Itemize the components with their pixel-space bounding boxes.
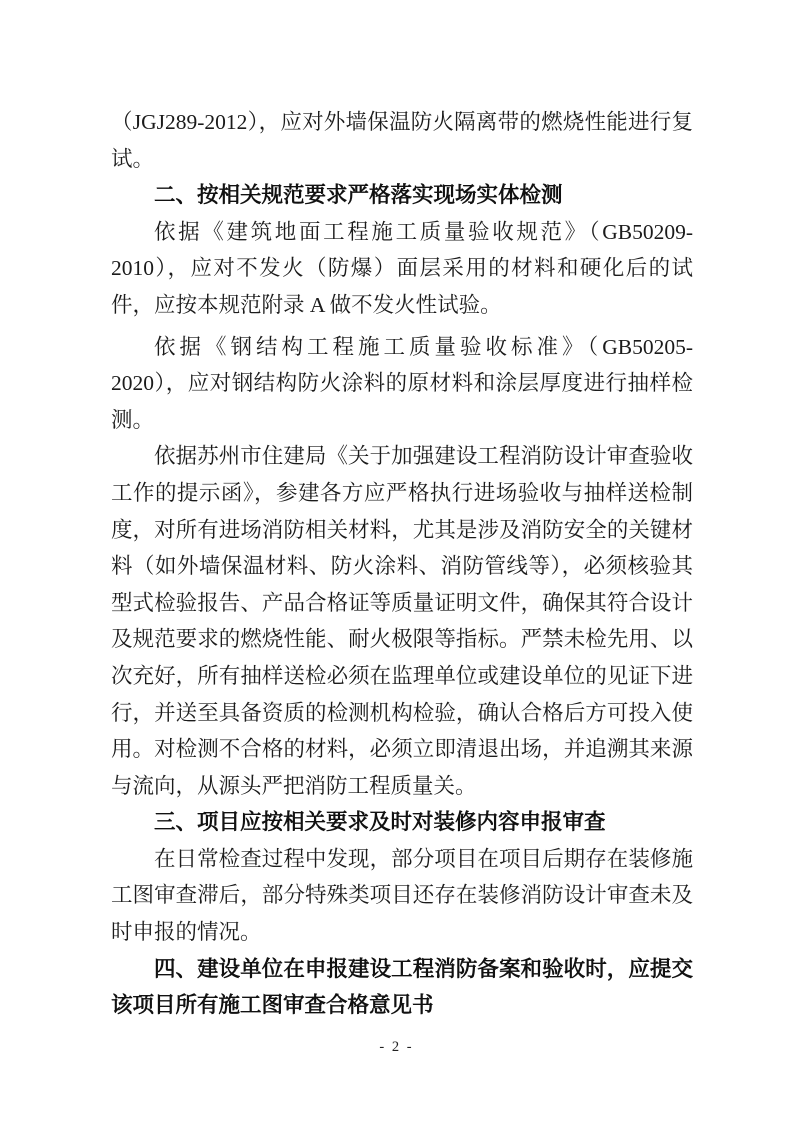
- document-body: [111, 104, 693, 1024]
- section-heading-3: 三、项目应按相关要求及时对装修内容申报审查: [154, 810, 606, 835]
- paragraph-steel-standard: 依据《钢结构工程施工质量验收标准》（GB50205-2020），应对钢结构防火涂料的原材料和涂层厚度进行抽样检测。: [111, 334, 693, 432]
- section-heading-4: 四、建设单位在申报建设工程消防备案和验收时，应提交该项目所有施工图审查合格意见书: [111, 956, 693, 1018]
- paragraph-suzhou-notice: 依据苏州市住建局《关于加强建设工程消防设计审查验收工作的提示函》，参建各方应严格执行进场验收与抽样送检制度，对所有进场消防相关材料，尤其是涉及消防安全的关键材料（如外墙保温材料、防火涂料、消防管线等），必须核验其型式检验报告、产品合格证等质量证明文件，确保其符合设计及规范要求的燃烧性能、耐火极限等指标。严禁未检先用、以次充好，所有抽样送检必须在监理单位或建设单位的见证下进行，并送至具备资质的检测机构检验，确认合格后方可投入使用。对检测不合格的材料，必须立即清退出场，并追溯其来源与流向，从源头严把消防工程质量关。: [111, 444, 693, 798]
- paragraph-floor-standard: 依据《建筑地面工程施工质量验收规范》（GB50209-2010），应对不发火（防爆）面层采用的材料和硬化后的试件，应按本规范附录 A 做不发火性试验。: [111, 219, 693, 317]
- page-number: - 2 -: [379, 1039, 414, 1055]
- paragraph-daily-inspection: 在日常检查过程中发现，部分项目在项目后期存在装修施工图审查滞后，部分特殊类项目还存在装修消防设计审查未及时申报的情况。: [111, 846, 693, 945]
- paragraph-jgj-continuation: （JGJ289-2012），应对外墙保温防火隔离带的燃烧性能进行复试。: [111, 110, 693, 171]
- section-heading-2: 二、按相关规范要求严格落实现场实体检测: [154, 183, 563, 208]
